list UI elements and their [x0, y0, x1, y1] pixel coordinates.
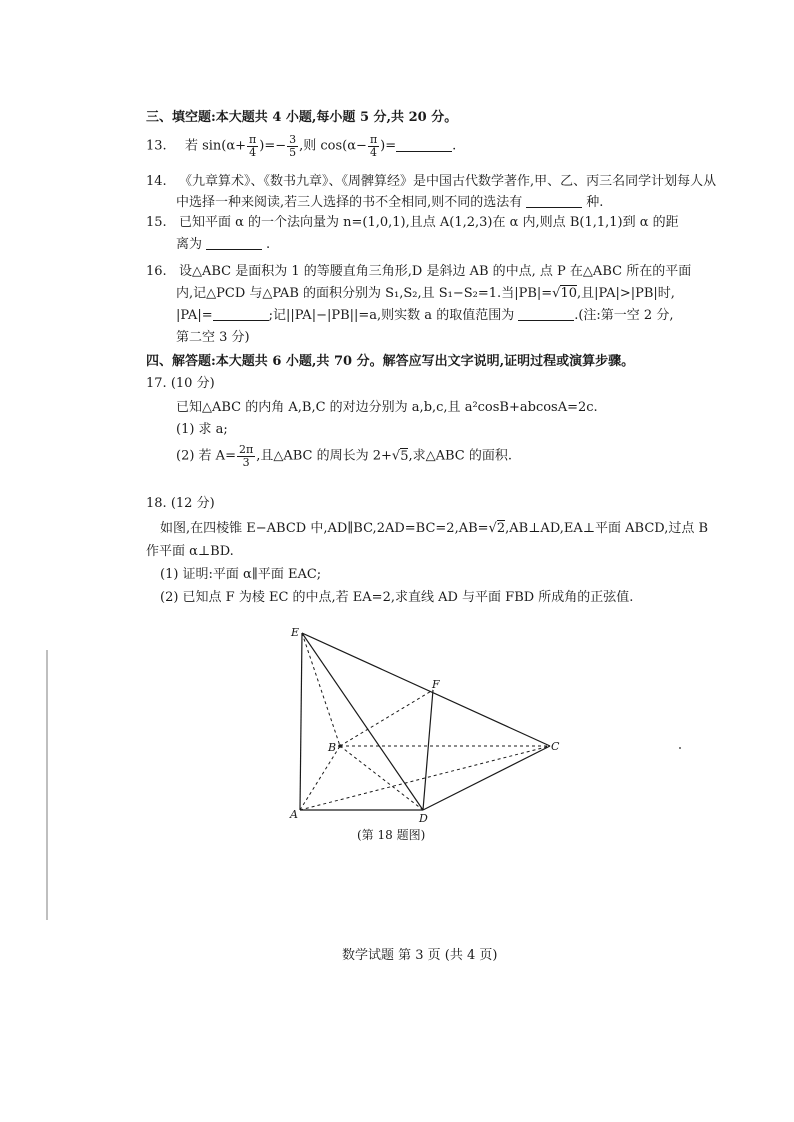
question-18-stem-1: 如图,在四棱锥 E−ABCD 中,AD∥BC,2AD=BC=2,AB=√2,AB⊥AD,EA⊥平面 ABCD,过点 B	[160, 521, 709, 536]
point-B	[338, 744, 342, 748]
label-F: F	[432, 678, 440, 691]
page-footer: 数学试题 第 3 页 (共 4 页)	[342, 948, 498, 963]
section-4-heading: 四、解答题:本大题共 6 小题,共 70 分。解答应写出文字说明,证明过程或演算步骤。	[146, 354, 635, 369]
edge-DC	[423, 746, 550, 810]
hidden-edge-AB	[300, 746, 340, 810]
edge-EA	[300, 633, 302, 810]
segment-FD	[423, 690, 433, 810]
question-number: 17.	[146, 376, 167, 391]
hidden-segment-AC	[300, 746, 550, 810]
label-E: E	[291, 626, 300, 639]
label-C: C	[551, 740, 560, 753]
question-16-line-2: 内,记△PCD 与△PAB 的面积分别为 S₁,S₂,且 S₁−S₂=1.当|PB|=√10,且|PA|>|PB|时,	[176, 286, 675, 301]
question-16-line-4: 第二空 3 分)	[176, 330, 250, 345]
fraction: $\frac{3}{5}$	[289, 133, 297, 159]
question-16-line-1: 16. 设△ABC 是面积为 1 的等腰直角三角形,D 是斜边 AB 的中点, 点 P 在△ABC 所在的平面	[146, 264, 692, 279]
question-number: 14.	[146, 174, 167, 189]
question-16-line-3: |PA|= ;记||PA|−|PB||=a,则实数 a 的取值范围为 .(注:第一空 2 分,	[176, 308, 674, 323]
question-14-line-2: 中选择一种来阅读,若三人选择的书不全相同,则不同的选法有 种.	[176, 195, 604, 210]
fraction: $\frac{\pi}{4}$	[249, 133, 257, 159]
label-A: A	[290, 808, 298, 821]
hidden-edge-EB	[302, 633, 340, 746]
question-18-part-1: (1) 证明:平面 α∥平面 EAC;	[160, 567, 322, 582]
hidden-segment-BF	[340, 690, 433, 746]
question-14-line-1: 14. 《九章算术》、《数书九章》、《周髀算经》是中国古代数学著作,甲、乙、丙三名同学计划每人从	[146, 174, 717, 189]
question-15-line-1: 15. 已知平面 α 的一个法向量为 n=(1,0,1),且点 A(1,2,3)在 α 内,则点 B(1,1,1)到 α 的距	[146, 215, 679, 230]
question-15-line-2: 离为 .	[176, 237, 271, 252]
question-18-part-2: (2) 已知点 F 为棱 EC 的中点,若 EA=2,求直线 AD 与平面 FBD 所成角的正弦值.	[160, 590, 634, 605]
figure-caption: (第 18 题图)	[357, 828, 426, 842]
fraction: $\frac{\pi}{4}$	[369, 133, 378, 159]
label-D: D	[419, 812, 428, 825]
question-number: 18.	[146, 496, 167, 511]
question-17-stem: 已知△ABC 的内角 A,B,C 的对边分别为 a,b,c,且 a²cosB+abcosA=2c.	[176, 400, 598, 415]
question-number: 16.	[146, 264, 167, 279]
section-3-heading: 三、填空题:本大题共 4 小题,每小题 5 分,共 20 分。	[146, 110, 458, 125]
question-number: 15.	[146, 215, 167, 230]
label-B: B	[328, 741, 337, 754]
edge-EC	[302, 633, 550, 746]
question-13: 13. 若 sin(α+ $\frac{\pi}{4}$ )=− $\frac{3}{5}$ ,则 cos(α− $\frac{\pi}{4}$ )= .	[146, 133, 457, 159]
question-18-stem-2: 作平面 α⊥BD.	[146, 544, 234, 559]
question-17-part-1: (1) 求 a;	[176, 422, 228, 437]
question-score: (12 分)	[170, 496, 215, 511]
question-score: (10 分)	[170, 376, 215, 391]
fraction: $\frac{2\pi}{3}$	[238, 443, 254, 469]
question-17-part-2: (2) 若 A= $\frac{2\pi}{3}$ ,且△ABC 的周长为 2+√5,求△ABC 的面积.	[176, 443, 513, 469]
question-number: 13.	[146, 138, 167, 154]
stray-dot	[679, 747, 681, 749]
hidden-segment-BD	[340, 746, 423, 810]
